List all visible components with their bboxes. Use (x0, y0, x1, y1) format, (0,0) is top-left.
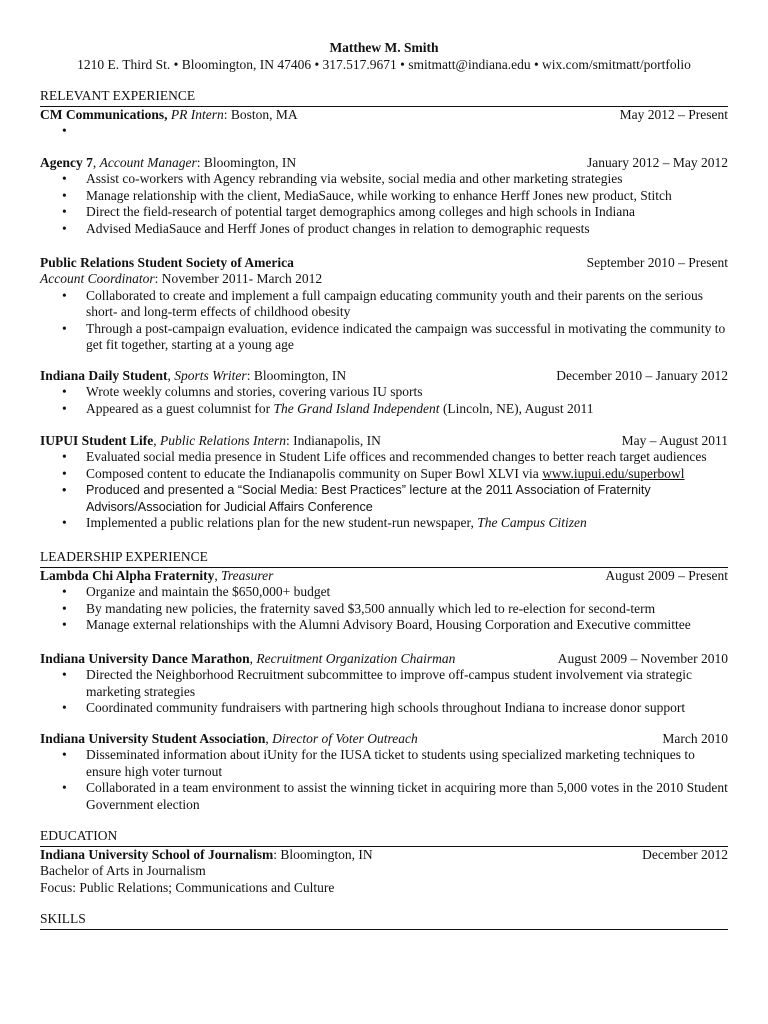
entry-heading (40, 155, 296, 171)
bullet-item-empty (86, 123, 728, 139)
date-range: March 2010 (662, 731, 728, 746)
location: : Bloomington, IN (196, 155, 297, 170)
entry-heading (40, 731, 418, 747)
entry-header-row (40, 368, 728, 384)
section-title: EDUCATION (40, 828, 118, 843)
org-name: Indiana University Student Association (40, 731, 266, 746)
separator: , (167, 368, 175, 383)
separator: , (265, 731, 273, 746)
entry-prssa (40, 255, 728, 353)
org-name: CM Communications, (40, 107, 168, 122)
bullet-item (86, 515, 728, 531)
org-name: Indiana University Dance Marathon (40, 651, 250, 666)
location: : Boston, MA (223, 107, 298, 122)
bullet-item: • By mandating new policies, the fraternity saved $3,500 annually which led to re-election for second-term (86, 601, 728, 617)
bullet-item: • Wrote weekly columns and stories, covering various IU sports (86, 384, 728, 400)
superbowl-link[interactable]: www.iupui.edu/superbowl (542, 465, 685, 481)
degree: Bachelor of Arts in Journalism (40, 863, 206, 879)
bullet-item: • Manage relationship with the client, MediaSauce, while working to enhance Herff Jones new product, Stitch (86, 188, 728, 204)
org-name: Public Relations Student Society of America (40, 255, 294, 270)
entry-header-row (40, 568, 728, 584)
bullet-list (40, 288, 728, 354)
candidate-name: Matthew M. Smith (329, 40, 439, 55)
bullet-item (86, 401, 728, 417)
bullet-list (40, 747, 728, 813)
date-range: May – August 2011 (621, 433, 728, 448)
entry-indiana-daily-student (40, 368, 728, 417)
entry-header-row (40, 731, 728, 747)
entry-heading (40, 651, 455, 667)
entry-header-row (40, 255, 728, 271)
bullet-item (86, 466, 728, 482)
role-line (40, 271, 728, 287)
date-range: August 2009 – November 2010 (557, 651, 728, 666)
bullet-text: (Lincoln, NE), August 2011 (439, 400, 594, 416)
section-relevant-experience (40, 88, 728, 107)
bullet-item: • Coordinated community fundraisers with partnering high schools throughout Indiana to increase donor support (86, 700, 728, 716)
role-title: Public Relations Intern (160, 433, 286, 448)
date-range: December 2010 – January 2012 (556, 368, 728, 383)
entry-cm-communications (40, 107, 728, 140)
role-title: Sports Writer (174, 368, 247, 383)
entry-iupui-student-life (40, 433, 728, 531)
bullet-list (40, 667, 728, 716)
bullet-text: Composed content to educate the Indianapolis community on Super Bowl XLVI via (86, 465, 543, 481)
role-title: Treasurer (221, 568, 274, 583)
school-name: Indiana University School of Journalism (40, 847, 274, 862)
entry-heading (40, 368, 346, 384)
bullet-text: Appeared as a guest columnist for (86, 400, 274, 416)
publication-title: The Campus Citizen (477, 515, 587, 531)
bullet-item: • Evaluated social media presence in Student Life offices and recommended changes to better reach target audiences (86, 449, 728, 465)
focus: Focus: Public Relations; Communications and Culture (40, 879, 335, 895)
bullet-text: Implemented a public relations plan for the new student-run newspaper, (86, 515, 478, 531)
entry-dance-marathon (40, 651, 728, 717)
entry-heading (40, 107, 298, 123)
role-title: Recruitment Organization Chairman (256, 651, 456, 666)
publication-title: The Grand Island Independent (273, 400, 440, 416)
role-title: Account Manager (99, 155, 197, 170)
entry-heading (40, 847, 373, 863)
entry-student-association (40, 731, 728, 813)
bullet-item: • Disseminated information about iUnity for the IUSA ticket to students using specialized marketing techniques to ensure high voter turnout (86, 747, 728, 780)
entry-lambda-chi-alpha (40, 568, 728, 634)
section-skills (40, 911, 728, 930)
location: : Bloomington, IN (246, 368, 347, 383)
entry-heading (40, 568, 273, 584)
contact-line: 1210 E. Third St. • Bloomington, IN 47406 • 317.517.9671 • smitmatt@indiana.edu • wix.com/smitmatt/portfolio (77, 57, 691, 72)
org-name: IUPUI Student Life (40, 433, 154, 448)
entry-header-row (40, 155, 728, 171)
separator: , (92, 155, 100, 170)
section-title: SKILLS (40, 911, 86, 926)
org-name: Agency 7 (40, 155, 93, 170)
entry-header-row (40, 847, 728, 863)
section-leadership-experience (40, 549, 728, 568)
bullet-list (40, 384, 728, 417)
bullet-item: • Manage external relationships with the Alumni Advisory Board, Housing Corporation and Executive committee (86, 617, 728, 633)
bullet-item: • Assist co-workers with Agency rebranding via website, social media and other marketing strategies (86, 171, 728, 187)
section-education (40, 828, 728, 847)
role-title: Director of Voter Outreach (272, 731, 418, 746)
separator: , (153, 433, 161, 448)
graduation-date: December 2012 (642, 847, 728, 862)
bullet-item: • Advised MediaSauce and Herff Jones of product changes in relation to demographic requests (86, 221, 728, 237)
bullet-item: • Collaborated to create and implement a full campaign educating community youth and their parents on the serious short- and long-term effects of childhood obesity (86, 288, 728, 321)
bullet-item: • Organize and maintain the $650,000+ budget (86, 584, 728, 600)
bullet-item: • Through a post-campaign evaluation, evidence indicated the campaign was successful in motivating the community to get fit together, starting at a young age (86, 321, 728, 354)
entry-header-row (40, 433, 728, 449)
separator: , (214, 568, 222, 583)
bullet-item: • Directed the Neighborhood Recruitment subcommittee to improve off-campus student involvement via strategic marketing strategies (86, 667, 728, 700)
resume-header (0, 40, 768, 73)
org-name: Lambda Chi Alpha Fraternity (40, 568, 215, 583)
role-dates: : November 2011- March 2012 (154, 271, 323, 287)
separator: , (249, 651, 257, 666)
role-title: PR Intern (170, 107, 224, 122)
section-divider (40, 929, 728, 930)
org-name: Indiana Daily Student (40, 368, 168, 383)
date-range: January 2012 – May 2012 (587, 155, 728, 170)
bullet-list (40, 584, 728, 633)
date-range: August 2009 – Present (605, 568, 728, 583)
entry-header-row (40, 651, 728, 667)
date-range: September 2010 – Present (586, 255, 728, 270)
bullet-list (40, 449, 728, 531)
location: : Indianapolis, IN (286, 433, 381, 448)
role-title: Account Coordinator (40, 271, 155, 287)
entry-heading (40, 433, 381, 449)
section-title: LEADERSHIP EXPERIENCE (40, 549, 208, 564)
bullet-list (40, 171, 728, 237)
entry-header-row (40, 107, 728, 123)
section-title: RELEVANT EXPERIENCE (40, 88, 196, 103)
bullet-item: • Collaborated in a team environment to assist the winning ticket in acquiring more than 5,000 votes in the 2010 Student Government election (86, 780, 728, 813)
date-range: May 2012 – Present (619, 107, 728, 122)
bullet-list (40, 123, 728, 139)
location: : Bloomington, IN (273, 847, 373, 862)
entry-school-of-journalism (40, 847, 728, 896)
entry-agency-7 (40, 155, 728, 237)
bullet-item: • Direct the field-research of potential target demographics among colleges and high schools in Indiana (86, 204, 728, 220)
bullet-item: • Produced and presented a “Social Media: Best Practices” lecture at the 2011 Association of Fraternity Advisors/Association for Judicial Affairs Conference (86, 482, 728, 515)
